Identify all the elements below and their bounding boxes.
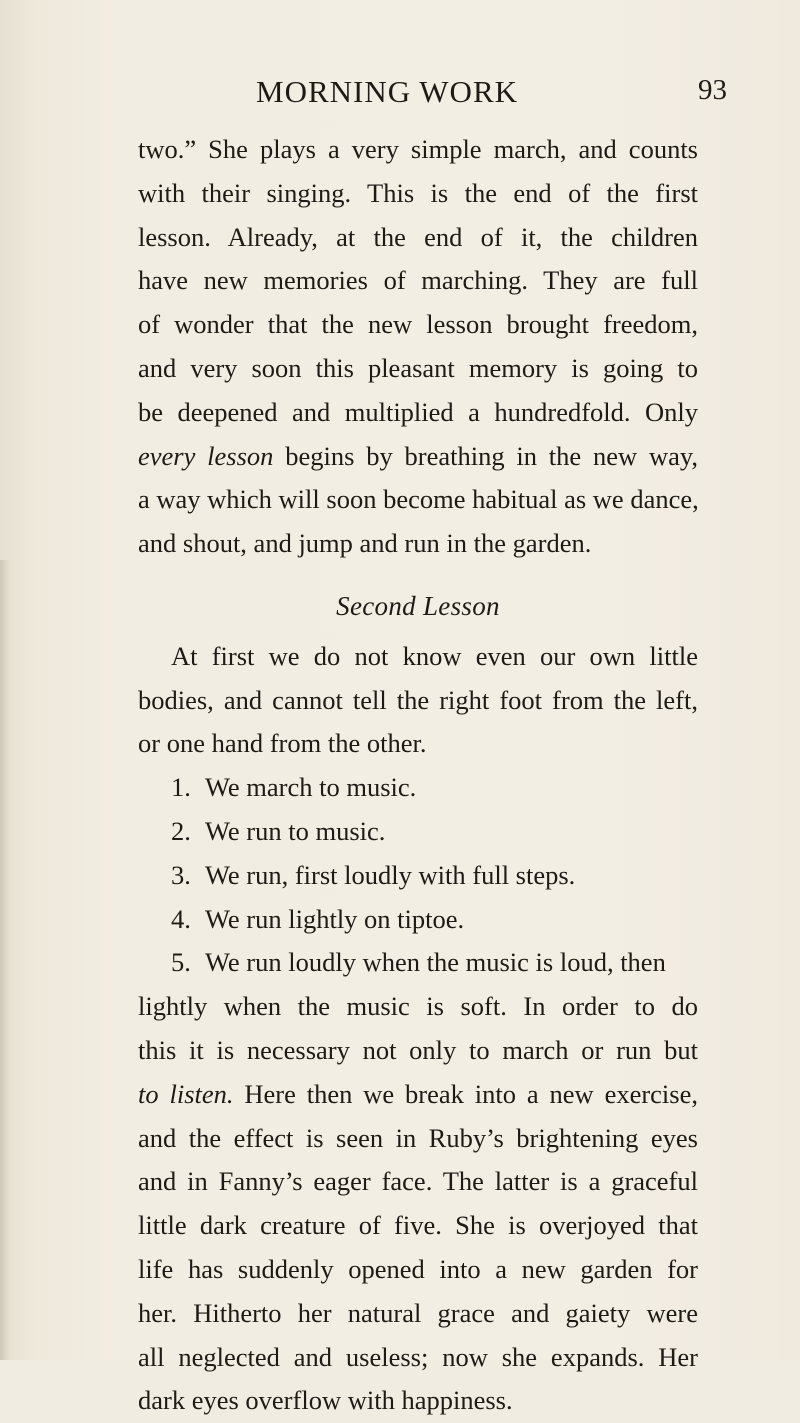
text-line	[138, 1073, 698, 1117]
paragraph-2	[138, 635, 698, 766]
text-line: life has suddenly opened into a new garden for	[138, 1253, 698, 1284]
list-item-text: We run to music.	[205, 815, 386, 846]
list-number: 1.	[171, 772, 191, 803]
text-line: be deepened and multiplied a hundredfold. Only	[138, 396, 698, 427]
text-line: of wonder that the new lesson brought freedom,	[138, 309, 698, 340]
text-line: and in Fanny’s eager face. The latter is a graceful	[138, 1166, 698, 1197]
text-line: and very soon this pleasant memory is going to	[138, 352, 698, 383]
list-item	[138, 941, 698, 985]
emphasis-text: to listen.	[138, 1078, 234, 1109]
text-line: her. Hitherto her natural grace and gaiety were	[138, 1297, 698, 1328]
list-item	[138, 810, 698, 854]
paragraph-3	[138, 985, 698, 1423]
text-line	[138, 435, 698, 479]
list-number: 4.	[171, 903, 191, 934]
body-text	[138, 128, 698, 1423]
text-line: all neglected and useless; now she expands. Her	[138, 1341, 698, 1372]
emphasis-text: every lesson	[138, 440, 274, 471]
text-line: bodies, and cannot tell the right foot from the left,	[138, 684, 698, 715]
list-item-text: We run lightly on tiptoe.	[205, 903, 465, 934]
text-line: two.” She plays a very simple march, and counts	[138, 134, 698, 164]
list-item-text: We run loudly when the music is loud, then	[205, 947, 666, 978]
numbered-list	[138, 766, 698, 985]
text-fragment: Here then we break into a new exercise,	[233, 1078, 698, 1109]
text-line: or one hand from the other.	[138, 728, 427, 759]
list-item	[138, 766, 698, 810]
text-line: this it is necessary not only to march or run but	[138, 1034, 698, 1065]
list-number: 3.	[171, 859, 191, 890]
page-edge-shadow	[0, 560, 10, 1360]
text-line: with their singing. This is the end of the first	[138, 177, 698, 208]
list-item-text: We march to music.	[205, 772, 417, 803]
list-item	[138, 854, 698, 898]
paragraph-1	[138, 128, 698, 566]
text-line: little dark creature of five. She is overjoyed that	[138, 1210, 698, 1241]
text-line: At first we do not know even our own little	[171, 640, 698, 671]
text-line: dark eyes overflow with happiness.	[138, 1385, 513, 1416]
list-number: 2.	[171, 815, 191, 846]
list-item	[138, 898, 698, 942]
text-line: have new memories of marching. They are full	[138, 265, 698, 296]
text-line: and shout, and jump and run in the garden.	[138, 528, 592, 559]
text-line: lesson. Already, at the end of it, the children	[138, 221, 698, 252]
page-header	[0, 74, 800, 114]
list-number: 5.	[171, 947, 191, 978]
text-line: a way which will soon become habitual as we dance,	[138, 484, 699, 515]
running-head: MORNING WORK	[256, 74, 519, 109]
text-fragment: begins by breathing in the new way,	[273, 440, 698, 471]
list-item-text: We run, first loudly with full steps.	[205, 859, 576, 890]
section-heading: Second Lesson	[336, 590, 500, 621]
text-line: and the effect is seen in Ruby’s brightening eyes	[138, 1122, 698, 1153]
page-number: 93	[698, 74, 727, 106]
text-line: lightly when the music is soft. In order to do	[138, 991, 698, 1022]
